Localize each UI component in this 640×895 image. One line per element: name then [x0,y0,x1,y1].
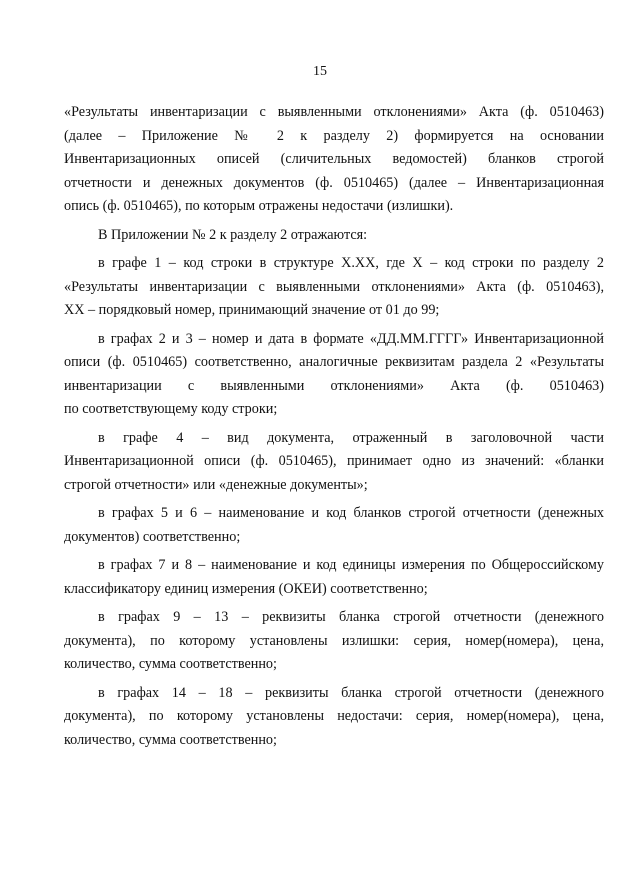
text-line: (далее – Приложение № 2 к разделу 2) формируется на основании [64,127,604,144]
text-line: документа), по которому установлены недостачи: серия, номер(номера), цена, [64,708,604,724]
text-line: документа), по которому установлены излишки: серия, номер(номера), цена, [64,632,604,649]
page-number: 15 [313,64,327,79]
text-line: количество, сумма соответственно; [64,656,277,672]
text-line: описи (ф. 0510465) соответственно, аналогичные реквизитам раздела 2 «Результаты [64,354,604,370]
text-line: опись (ф. 0510465), по которым отражены недостачи (излишки). [64,198,454,214]
text-line: Инвентаризационных описей (сличительных ведомостей) бланков строгой [64,151,604,167]
paragraph-intro: В Приложении № 2 к разделу 2 отражаются: [98,226,368,243]
text-line: в графах 2 и 3 – номер и дата в формате «ДД.ММ.ГГГГ» Инвентаризационной [98,330,604,347]
text-line: количество, сумма соответственно; [64,731,277,748]
text-line: по соответствующему коду строки; [64,401,278,417]
text-line: Инвентаризационной описи (ф. 0510465), принимает одно из значений: «бланки [64,453,604,469]
text-line: в графах 9 – 13 – реквизиты бланка строгой отчетности (денежного [98,609,604,625]
text-line: документов) соответственно; [64,528,241,545]
text-line: XX – порядковый номер, принимающий значение от 01 до 99; [64,302,440,318]
text-line: в графах 5 и 6 – наименование и код бланков строгой отчетности (денежных [98,505,604,521]
text-line: строгой отчетности» или «денежные документы»; [64,476,368,493]
document-body [64,101,604,752]
text-line: «Результаты инвентаризации с выявленными отклонениями» Акта (ф. 0510463), [64,278,604,295]
text-line: в графе 1 – код строки в структуре X.XX, где X – код строки по разделу 2 [98,255,604,271]
text-line: «Результаты инвентаризации с выявленными отклонениями» Акта (ф. 0510463) [64,104,604,120]
text-line: в графе 4 – вид документа, отраженный в заголовочной части [98,429,604,446]
text-line: отчетности и денежных документов (ф. 0510465) (далее – Инвентаризационная [64,174,604,191]
text-line: в графах 14 – 18 – реквизиты бланка строгой отчетности (денежного [98,684,604,701]
text-line: классификатору единиц измерения (ОКЕИ) соответственно; [64,580,428,597]
text-line: инвентаризации с выявленными отклонениями» Акта (ф. 0510463) [64,377,604,394]
text-line: в графах 7 и 8 – наименование и код единицы измерения по Общероссийскому [98,557,604,573]
